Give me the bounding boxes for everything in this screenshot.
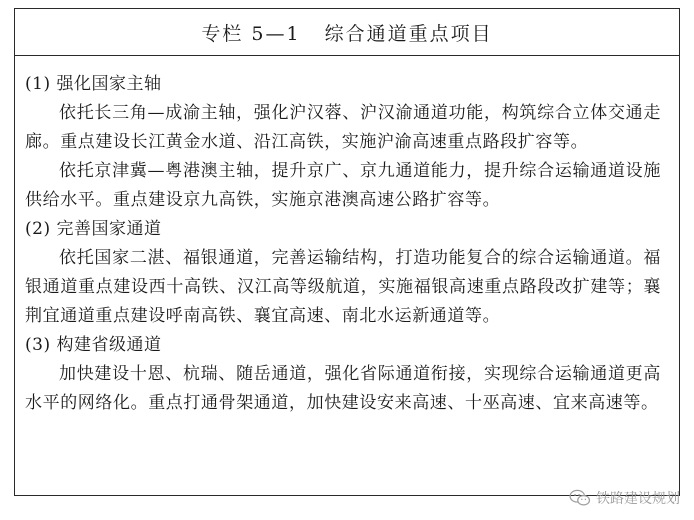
section-heading-2: (2) 完善国家通道 xyxy=(25,219,162,239)
watermark-text: 铁路建设规划 xyxy=(596,491,680,507)
section-3-paragraph-1: 加快建设十恩、杭瑞、随岳通道，强化省际通道衔接，实现综合运输通道更高水平的网络化。重点打通骨架通道，加快建设安来高速、十巫高速、宜来高速等。 xyxy=(25,364,661,413)
project-box xyxy=(14,8,680,496)
box-content xyxy=(15,56,679,418)
section-2-paragraph-1: 依托国家二湛、福银通道，完善运输结构，打造功能复合的综合运输通道。福银通道重点建设西十高铁、汉江高等级航道，实施福银高速重点路段改扩建等；襄荆宜通道重点建设呼南高铁、襄宜高速、南北水运新通道等。 xyxy=(25,248,661,326)
section-1-paragraph-2: 依托京津冀—粤港澳主轴，提升京广、京九通道能力，提升综合运输通道设施供给水平。重点建设京九高铁，实施京港澳高速公路扩容等。 xyxy=(25,161,661,210)
section-heading-3: (3) 构建省级通道 xyxy=(25,335,162,355)
wechat-icon xyxy=(569,489,591,507)
section-1-paragraph-1: 依托长三角—成渝主轴，强化沪汉蓉、沪汉渝通道功能，构筑综合立体交通走廊。重点建设长江黄金水道、沿江高铁，实施沪渝高速重点路段扩容等。 xyxy=(25,103,661,152)
watermark xyxy=(569,488,680,508)
title-bar xyxy=(15,9,679,56)
box-title: 专栏 5—1 综合通道重点项目 xyxy=(201,22,493,45)
section-heading-1: (1) 强化国家主轴 xyxy=(25,74,162,94)
